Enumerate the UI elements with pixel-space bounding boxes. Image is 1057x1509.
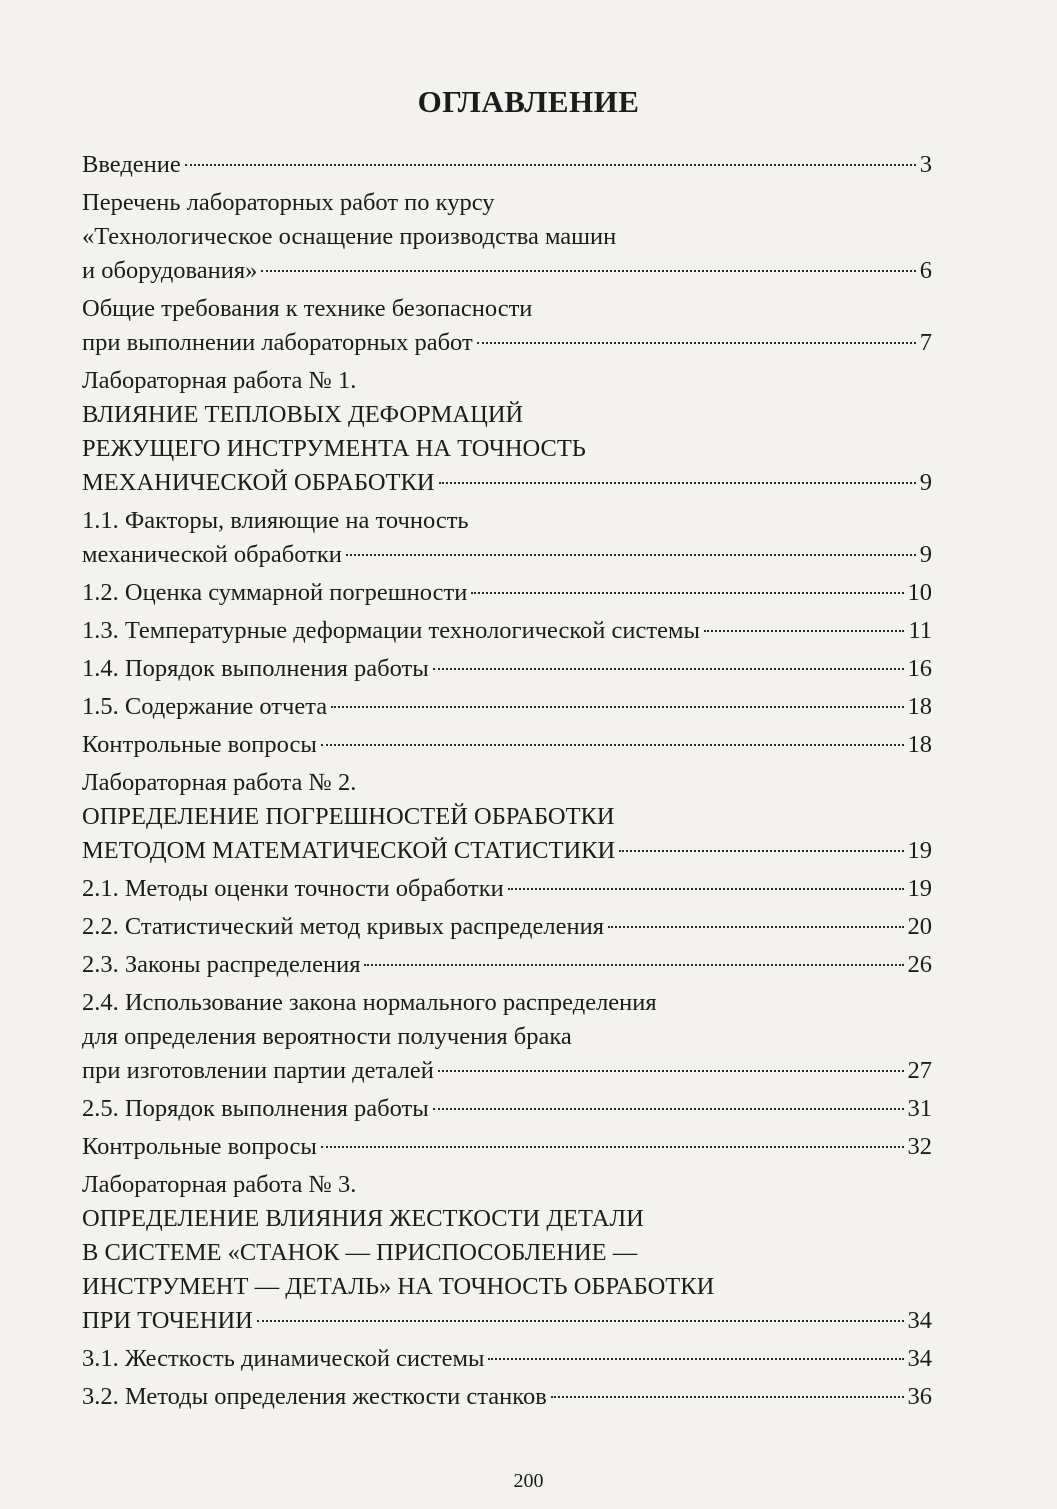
- dot-leader: [331, 706, 903, 708]
- toc-entry-title: МЕХАНИЧЕСКОЙ ОБРАБОТКИ: [82, 469, 435, 496]
- page-number: 200: [513, 1470, 544, 1492]
- toc-entry-title: Введение: [82, 151, 181, 178]
- toc-entry-line: РЕЖУЩЕГО ИНСТРУМЕНТА НА ТОЧНОСТЬ: [82, 435, 586, 462]
- toc-entry-page: 27: [907, 1057, 932, 1084]
- toc-entry-title: механической обработки: [82, 541, 342, 568]
- toc-entry-last-line: [82, 1130, 932, 1164]
- toc-entry-line: Общие требования к технике безопасности: [82, 295, 533, 322]
- toc-entry-page: 32: [907, 1133, 932, 1160]
- dot-leader: [433, 668, 904, 670]
- toc-entry-last-line: [82, 1342, 932, 1376]
- toc-entry-last-line: [82, 728, 932, 762]
- toc-entry: [82, 910, 932, 948]
- toc-entry-line: 2.4. Использование закона нормального распределения: [82, 989, 657, 1016]
- toc-entry-page: 19: [907, 837, 932, 864]
- toc-entry-line: Перечень лабораторных работ по курсу: [82, 189, 495, 216]
- toc-entry-title: при изготовлении партии деталей: [82, 1057, 434, 1084]
- toc-entry-last-line: [82, 538, 932, 572]
- toc-entry-title: Контрольные вопросы: [82, 1133, 317, 1160]
- table-of-contents: [82, 148, 932, 1418]
- dot-leader: [608, 926, 904, 928]
- toc-entry: [82, 1168, 932, 1342]
- entry-spacer: [82, 1414, 932, 1418]
- toc-entry-title: 3.2. Методы определения жесткости станков: [82, 1383, 547, 1410]
- dot-leader: [508, 888, 904, 890]
- toc-entry: [82, 948, 932, 986]
- dot-leader: [619, 850, 903, 852]
- dot-leader: [257, 1320, 904, 1322]
- toc-entry: [82, 576, 932, 614]
- toc-entry-last-line: [82, 1304, 932, 1338]
- toc-entry-title: 1.3. Температурные деформации технологической системы: [82, 617, 700, 644]
- toc-entry-page: 34: [907, 1345, 932, 1372]
- toc-entry-line: ОПРЕДЕЛЕНИЕ ВЛИЯНИЯ ЖЕСТКОСТИ ДЕТАЛИ: [82, 1205, 644, 1232]
- toc-entry-last-line: [82, 148, 932, 182]
- toc-entry-page: 7: [919, 329, 932, 356]
- toc-entry: [82, 766, 932, 872]
- dot-leader: [346, 554, 916, 556]
- toc-entry: [82, 292, 932, 364]
- dot-leader: [477, 342, 916, 344]
- toc-entry-page: 16: [907, 655, 932, 682]
- toc-entry-last-line: [82, 690, 932, 724]
- toc-entry: [82, 364, 932, 504]
- toc-entry: [82, 1130, 932, 1168]
- toc-entry-page: 20: [907, 913, 932, 940]
- toc-entry: [82, 986, 932, 1092]
- dot-leader: [261, 270, 915, 272]
- toc-entry-title: 3.1. Жесткость динамической системы: [82, 1345, 485, 1372]
- dot-leader: [439, 482, 916, 484]
- toc-entry-title: 2.5. Порядок выполнения работы: [82, 1095, 429, 1122]
- toc-entry-line: Лабораторная работа № 3.: [82, 1171, 357, 1198]
- toc-entry: [82, 690, 932, 728]
- toc-entry-page: 34: [907, 1307, 932, 1334]
- dot-leader: [488, 1358, 903, 1360]
- toc-entry-line: ВЛИЯНИЕ ТЕПЛОВЫХ ДЕФОРМАЦИЙ: [82, 401, 524, 428]
- toc-entry: [82, 614, 932, 652]
- toc-entry-page: 18: [907, 731, 932, 758]
- toc-entry-page: 18: [907, 693, 932, 720]
- toc-entry-page: 3: [919, 151, 932, 178]
- toc-entry-page: 36: [907, 1383, 932, 1410]
- toc-entry: [82, 148, 932, 186]
- dot-leader: [185, 164, 916, 166]
- toc-entry-last-line: [82, 1380, 932, 1414]
- toc-entry-last-line: [82, 834, 932, 868]
- toc-entry: [82, 728, 932, 766]
- toc-entry-line: ОПРЕДЕЛЕНИЕ ПОГРЕШНОСТЕЙ ОБРАБОТКИ: [82, 803, 615, 830]
- toc-entry-last-line: [82, 948, 932, 982]
- toc-entry-last-line: [82, 910, 932, 944]
- toc-entry-title: 2.3. Законы распределения: [82, 951, 361, 978]
- toc-entry-last-line: [82, 614, 932, 648]
- dot-leader: [471, 592, 903, 594]
- toc-entry: [82, 1342, 932, 1380]
- dot-leader: [321, 1146, 904, 1148]
- toc-entry-page: 10: [907, 579, 932, 606]
- toc-entry-line: Лабораторная работа № 1.: [82, 367, 357, 394]
- dot-leader: [704, 630, 904, 632]
- toc-entry-line: «Технологическое оснащение производства машин: [82, 223, 617, 250]
- toc-entry-title: 1.5. Содержание отчета: [82, 693, 328, 720]
- toc-entry-page: 6: [919, 257, 932, 284]
- toc-entry: [82, 652, 932, 690]
- toc-entry-last-line: [82, 576, 932, 610]
- toc-entry-line: В СИСТЕМЕ «СТАНОК — ПРИСПОСОБЛЕНИЕ —: [82, 1239, 638, 1266]
- toc-entry-page: 9: [919, 541, 932, 568]
- toc-entry: [82, 1092, 932, 1130]
- toc-entry-line: Лабораторная работа № 2.: [82, 769, 357, 796]
- dot-leader: [551, 1396, 904, 1398]
- toc-entry-page: 11: [908, 617, 932, 644]
- toc-entry-title: 1.2. Оценка суммарной погрешности: [82, 579, 468, 606]
- toc-entry-title: 1.4. Порядок выполнения работы: [82, 655, 429, 682]
- toc-entry-page: 31: [907, 1095, 932, 1122]
- toc-entry-page: 19: [907, 875, 932, 902]
- toc-entry-last-line: [82, 466, 932, 500]
- toc-entry-page: 26: [907, 951, 932, 978]
- page-title: ОГЛАВЛЕНИЕ: [417, 84, 640, 119]
- toc-entry-last-line: [82, 254, 932, 288]
- toc-entry-last-line: [82, 326, 932, 360]
- toc-entry: [82, 504, 932, 576]
- dot-leader: [364, 964, 903, 966]
- toc-entry-title: Контрольные вопросы: [82, 731, 317, 758]
- toc-entry-last-line: [82, 872, 932, 906]
- toc-entry: [82, 186, 932, 292]
- dot-leader: [438, 1070, 904, 1072]
- toc-entry-title: и оборудования»: [82, 257, 258, 284]
- toc-entry-line: для определения вероятности получения брака: [82, 1023, 572, 1050]
- toc-entry-last-line: [82, 1092, 932, 1126]
- toc-entry-last-line: [82, 1054, 932, 1088]
- toc-entry-last-line: [82, 652, 932, 686]
- toc-entry-line: 1.1. Факторы, влияющие на точность: [82, 507, 469, 534]
- toc-entry: [82, 1380, 932, 1418]
- toc-entry-title: ПРИ ТОЧЕНИИ: [82, 1307, 253, 1334]
- toc-entry-title: при выполнении лабораторных работ: [82, 329, 473, 356]
- toc-entry-page: 9: [919, 469, 932, 496]
- dot-leader: [433, 1108, 904, 1110]
- toc-entry-title: 2.2. Статистический метод кривых распределения: [82, 913, 604, 940]
- toc-entry-title: МЕТОДОМ МАТЕМАТИЧЕСКОЙ СТАТИСТИКИ: [82, 837, 616, 864]
- dot-leader: [321, 744, 904, 746]
- toc-entry: [82, 872, 932, 910]
- toc-entry-line: ИНСТРУМЕНТ — ДЕТАЛЬ» НА ТОЧНОСТЬ ОБРАБОТКИ: [82, 1273, 715, 1300]
- toc-entry-title: 2.1. Методы оценки точности обработки: [82, 875, 504, 902]
